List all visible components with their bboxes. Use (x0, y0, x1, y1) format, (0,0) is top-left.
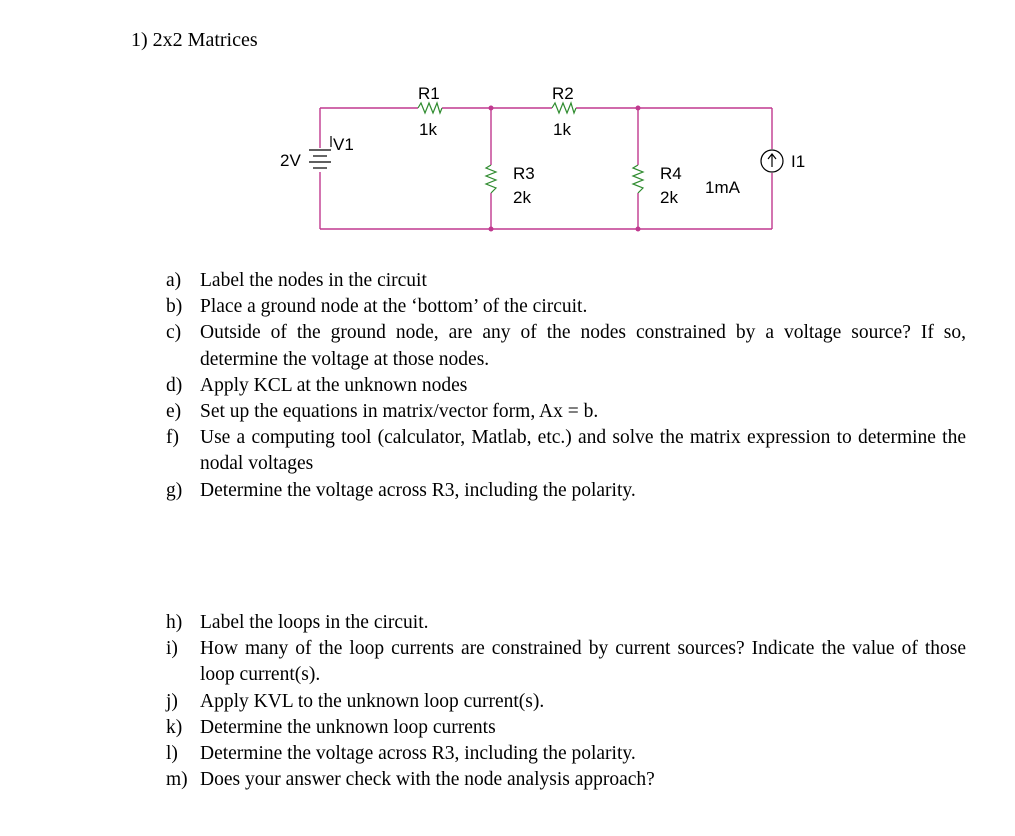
node-dot-bottom-r4 (636, 227, 641, 232)
question-label: g) (166, 479, 183, 501)
page-title: 1) 2x2 Matrices (131, 29, 258, 51)
question-item (166, 478, 966, 504)
r2-resistor-icon (552, 103, 576, 113)
r3-label: R3 (513, 164, 535, 183)
r1-resistor-icon (418, 103, 442, 113)
question-item (166, 636, 966, 688)
question-text: Apply KVL to the unknown loop current(s). (200, 690, 545, 712)
question-text: Use a computing tool (calculator, Matlab, etc.) and solve the matrix expression to determine the nodal voltages (200, 427, 966, 475)
question-item (166, 399, 966, 425)
question-label: e) (166, 401, 182, 423)
question-label: f) (166, 427, 179, 449)
question-text: Label the nodes in the circuit (200, 270, 427, 291)
question-text: Set up the equations in matrix/vector form, Ax = b. (200, 401, 599, 423)
question-item (166, 610, 966, 636)
question-text: Label the loops in the circuit. (200, 612, 429, 633)
question-label: i) (166, 638, 178, 660)
question-label: a) (166, 270, 182, 291)
i1-current-source-icon (761, 150, 783, 172)
v1-label: V1 (333, 135, 354, 154)
r4-value: 2k (660, 188, 678, 207)
i1-value: 1mA (705, 178, 740, 197)
r1-value: 1k (419, 120, 437, 139)
question-label: k) (166, 716, 183, 738)
r3-value: 2k (513, 188, 531, 207)
r2-value: 1k (553, 120, 571, 139)
question-text: Does your answer check with the node analysis approach? (200, 769, 655, 791)
question-text: Determine the voltage across R3, including the polarity. (200, 743, 636, 765)
r4-label: R4 (660, 164, 682, 183)
node-dot-top-r4 (636, 106, 641, 111)
question-item (166, 715, 966, 741)
question-item (166, 741, 966, 767)
loop-analysis-questions (166, 610, 966, 793)
r2-label: R2 (552, 84, 574, 103)
question-label: c) (166, 322, 182, 344)
question-item (166, 373, 966, 399)
question-label: l) (166, 743, 178, 765)
question-text: Apply KCL at the unknown nodes (200, 374, 468, 396)
question-text: Determine the voltage across R3, including the polarity. (200, 479, 636, 501)
question-text: How many of the loop currents are constrained by current sources? Indicate the value of those loop current(s). (200, 638, 966, 686)
question-label: j) (166, 690, 178, 712)
question-item (166, 767, 966, 793)
question-item (166, 689, 966, 715)
r1-label: R1 (418, 84, 440, 103)
question-label: d) (166, 374, 183, 396)
i1-label: I1 (791, 152, 806, 171)
question-text: Determine the unknown loop currents (200, 716, 496, 738)
question-label: h) (166, 612, 183, 633)
question-label: b) (166, 296, 183, 318)
node-analysis-questions (166, 268, 966, 504)
question-label: m) (166, 769, 188, 791)
r4-resistor-icon (633, 165, 643, 193)
question-text: Place a ground node at the ‘bottom’ of the circuit. (200, 296, 588, 318)
question-item (166, 320, 966, 372)
node-dot-bottom-r3 (489, 227, 494, 232)
question-item (166, 294, 966, 320)
r3-resistor-icon (486, 165, 496, 193)
node-dot-top-r3 (489, 106, 494, 111)
question-text: Outside of the ground node, are any of the nodes constrained by a voltage source? If so, determine the voltage at those nodes. (200, 322, 966, 370)
question-item (166, 268, 966, 294)
question-item (166, 425, 966, 477)
circuit-diagram (0, 0, 1015, 250)
v1-value: 2V (280, 151, 301, 170)
